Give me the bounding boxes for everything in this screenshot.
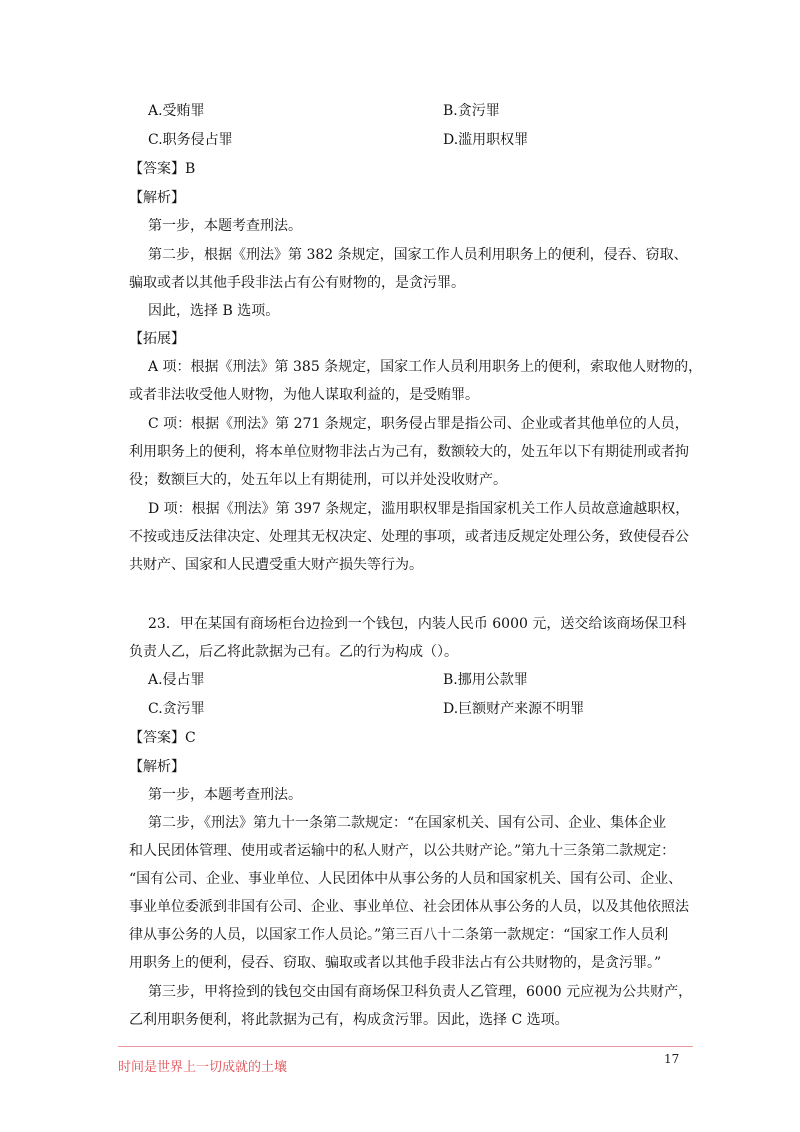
extension-a-line-1: A 项：根据《刑法》第 385 条规定，国家工作人员利用职务上的便利，索取他人财物的，	[148, 359, 703, 375]
footer-motto: 时间是世界上一切成就的土壤	[118, 1060, 288, 1075]
analysis-step-1: 第一步，本题考查刑法。	[148, 218, 302, 234]
q23-option-a: A.侵占罪	[148, 672, 205, 688]
q23-option-b: B.挪用公款罪	[443, 672, 528, 688]
q23-analysis-heading: 【解析】	[129, 759, 185, 775]
q23-analysis-step-2-line-1: 第二步，《刑法》第九十一条第二款规定：“在国家机关、国有公司、企业、集体企业	[148, 815, 667, 831]
q23-analysis-step-2-line-6: 用职务上的便利，侵吞、窃取、骗取或者以其他手段非法占有公共财物的，是贪污罪。”	[129, 955, 662, 971]
analysis-conclusion: 因此，选择 B 选项。	[148, 303, 280, 319]
extension-c-line-3: 役；数额巨大的，处五年以上有期徒刑，可以并处没收财产。	[129, 472, 507, 488]
q23-analysis-step-3-line-2: 乙利用职务便利，将此款据为己有，构成贪污罪。因此，选择 C 选项。	[129, 1012, 569, 1028]
extension-c-line-1: C 项：根据《刑法》第 271 条规定，职务侵占罪是指公司、企业或者其他单位的人员，	[148, 416, 689, 432]
q23-analysis-step-2-line-5: 律从事公务的人员，以国家工作人员论。”第三百八十二条第一款规定：“国家工作人员利	[129, 927, 669, 943]
extension-d-line-1: D 项：根据《刑法》第 397 条规定，滥用职权罪是指国家机关工作人员故意逾越职权，	[148, 501, 690, 517]
option-c: C.职务侵占罪	[148, 132, 233, 148]
q23-analysis-step-2-line-3: “国有公司、企业、事业单位、人民团体中从事公务的人员和国家机关、国有公司、企业、	[129, 871, 683, 887]
question-23-stem-line-2: 负责人乙，后乙将此款据为己有。乙的行为构成（）。	[129, 644, 458, 660]
question-23-stem-line-1: 23．甲在某国有商场柜台边捡到一个钱包，内装人民币 6000 元，送交给该商场保卫科	[148, 616, 687, 632]
q23-answer-label: 【答案】C	[129, 730, 196, 746]
extension-d-line-3: 共财产、国家和人民遭受重大财产损失等行为。	[129, 557, 423, 573]
q23-analysis-step-3-line-1: 第三步，甲将捡到的钱包交由国有商场保卫科负责人乙管理，6000 元应视为公共财产，	[148, 984, 693, 1000]
analysis-step-2-line-2: 骗取或者以其他手段非法占有公有财物的，是贪污罪。	[129, 275, 465, 291]
page-number: 17	[664, 1052, 680, 1066]
extension-d-line-2: 不按或违反法律决定、处理其无权决定、处理的事项，或者违反规定处理公务，致使侵吞公	[129, 529, 689, 545]
q23-option-c: C.贪污罪	[148, 701, 205, 717]
q23-option-d: D.巨额财产来源不明罪	[443, 701, 585, 717]
analysis-step-2-line-1: 第二步，根据《刑法》第 382 条规定，国家工作人员利用职务上的便利，侵吞、窃取、	[148, 247, 688, 263]
q23-analysis-step-1: 第一步，本题考查刑法。	[148, 787, 302, 803]
q23-analysis-step-2-line-2: 和人民团体管理、使用或者运输中的私人财产，以公共财产论。”第九十三条第二款规定：	[129, 843, 676, 859]
option-a: A.受贿罪	[148, 103, 205, 119]
analysis-heading: 【解析】	[129, 190, 185, 206]
option-d: D.滥用职权罪	[443, 132, 529, 148]
option-b: B.贪污罪	[443, 103, 500, 119]
answer-label: 【答案】B	[129, 161, 196, 177]
q23-analysis-step-2-line-4: 事业单位委派到非国有公司、企业、事业单位、社会团体从事公务的人员，以及其他依照法	[129, 899, 689, 915]
extension-heading: 【拓展】	[129, 331, 185, 347]
extension-a-line-2: 或者非法收受他人财物，为他人谋取利益的，是受贿罪。	[129, 387, 479, 403]
footer-divider	[118, 1046, 693, 1047]
extension-c-line-2: 利用职务上的便利，将本单位财物非法占为己有，数额较大的，处五年以下有期徒刑或者拘	[129, 444, 689, 460]
